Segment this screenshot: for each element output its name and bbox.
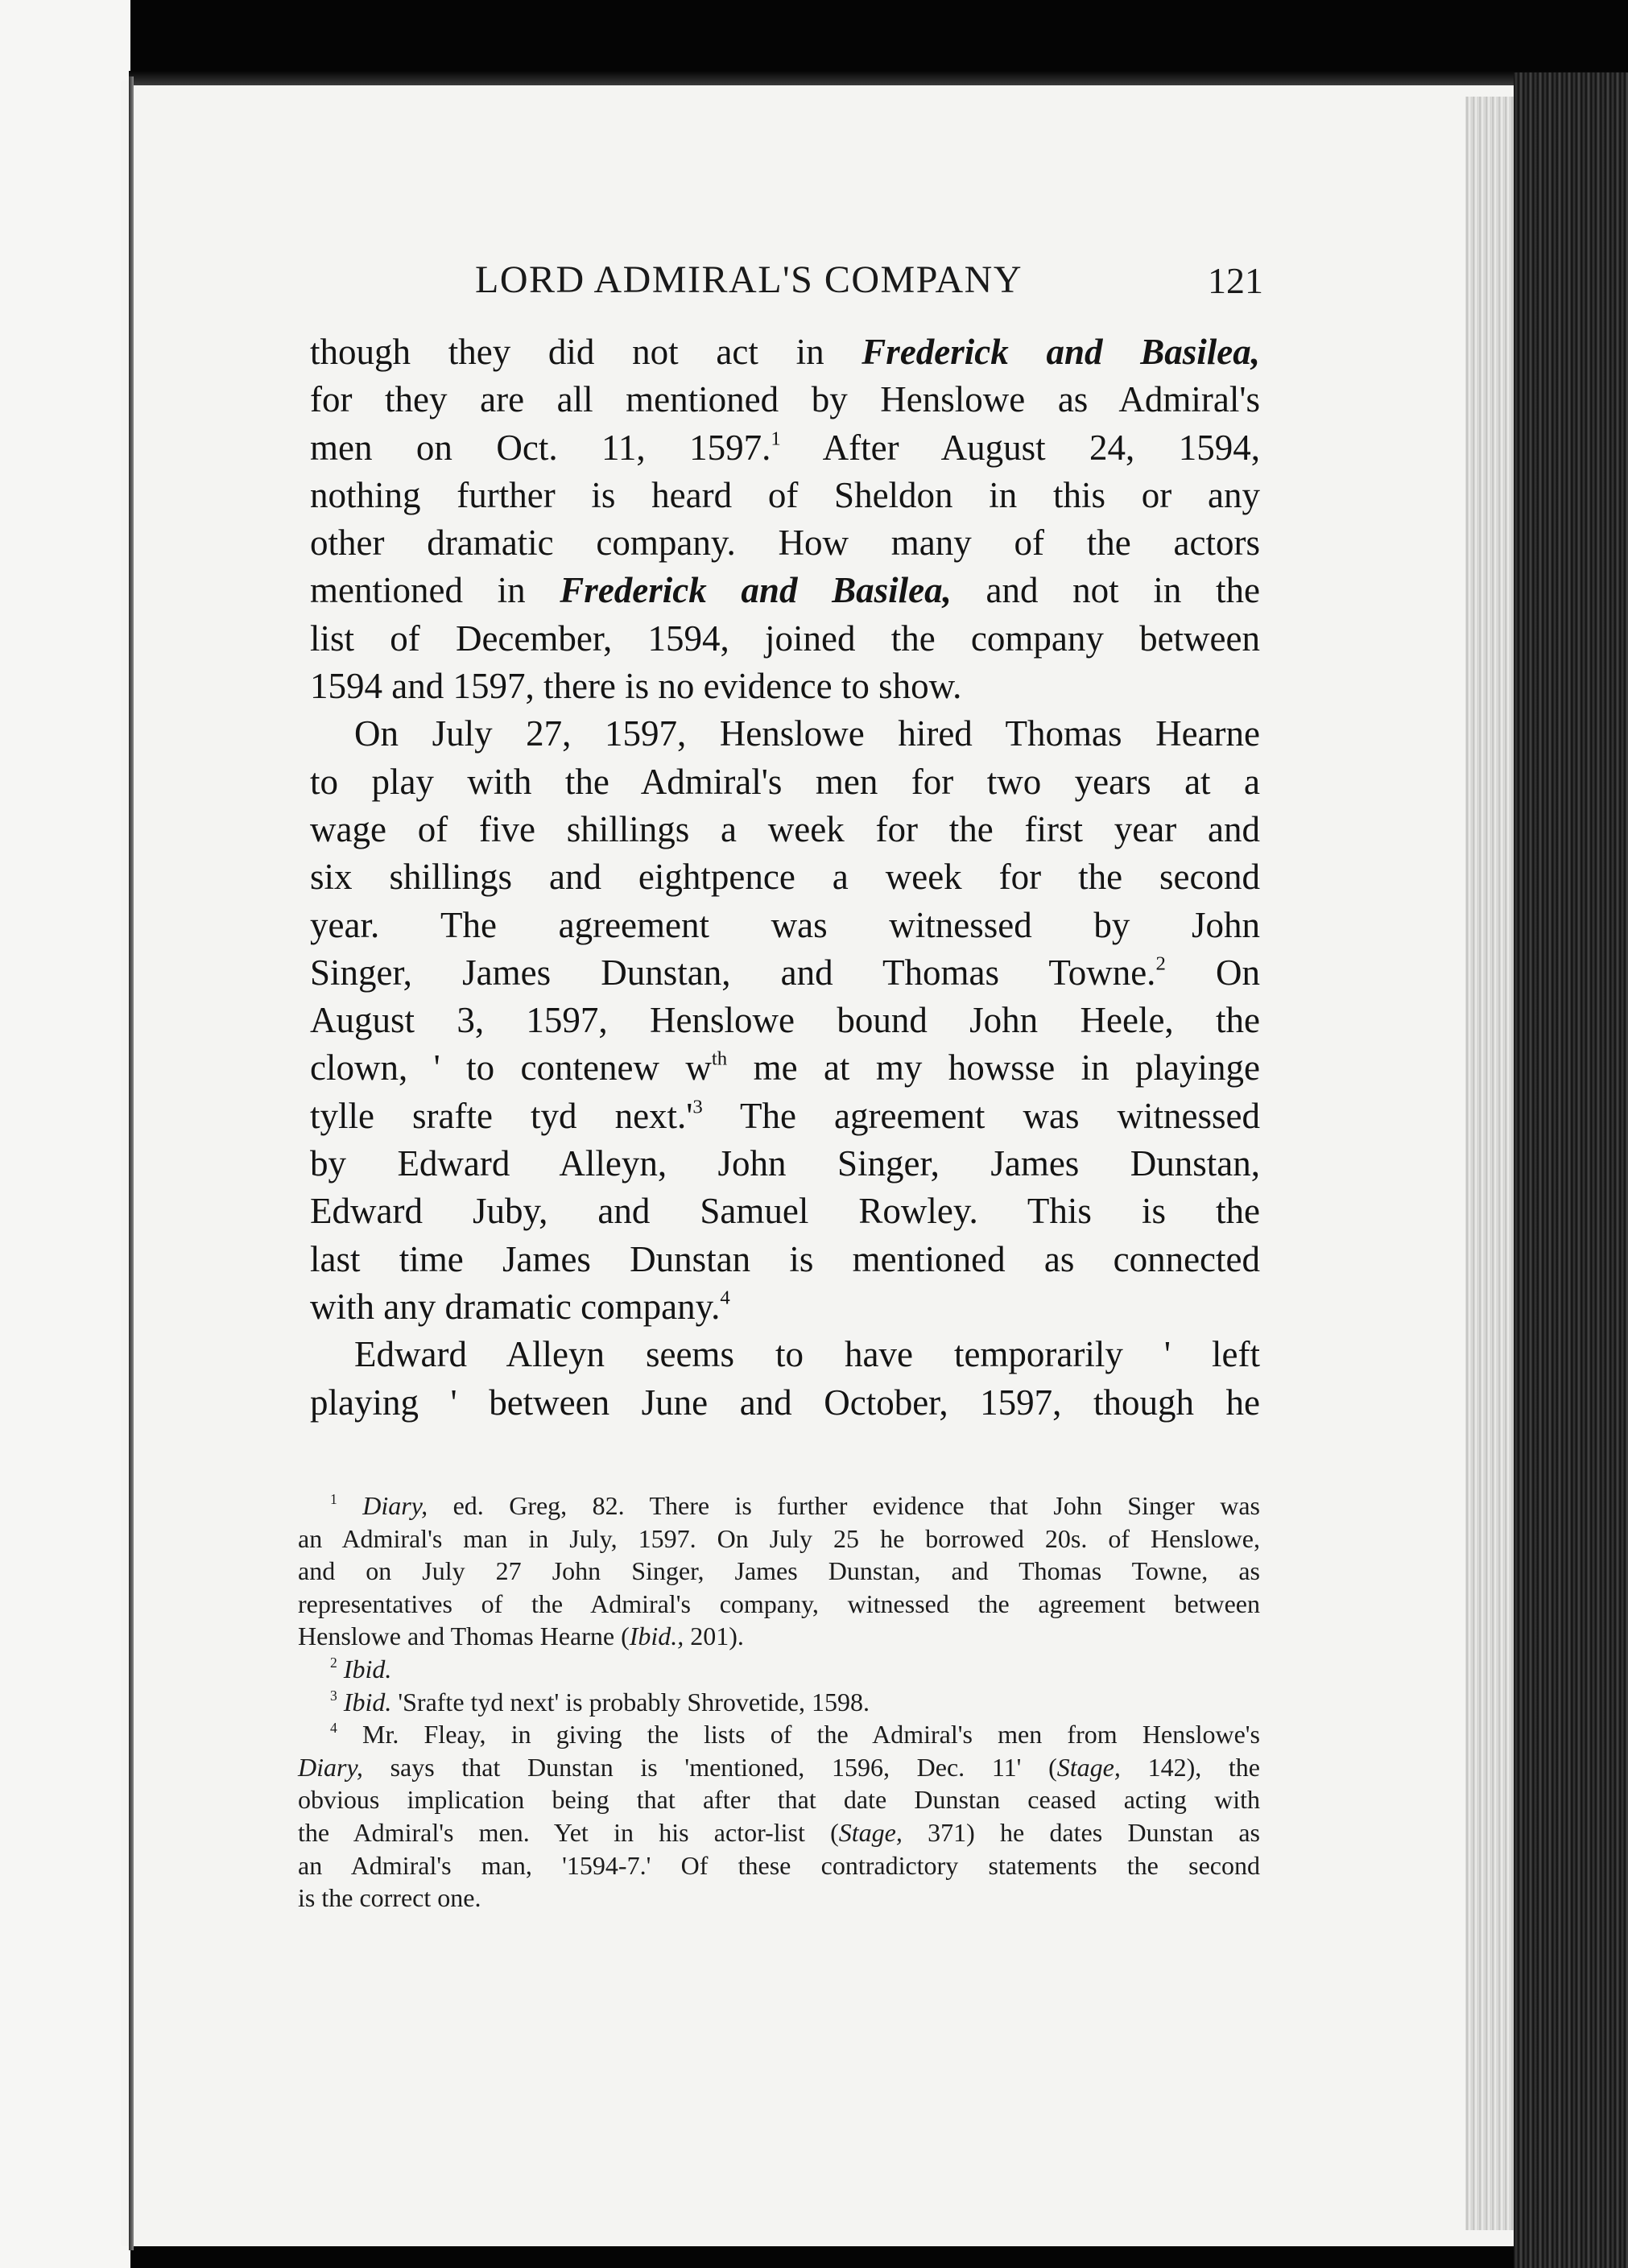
footnote-mark: 2 xyxy=(330,1654,337,1671)
body-line: mentioned in Frederick and Basilea, and not in the xyxy=(310,570,1260,611)
body-line: Edward Alleyn seems to have temporarily ' left xyxy=(354,1334,1260,1375)
body-line: men on Oct. 11, 1597.$^1$ After August 24, 1594, xyxy=(310,427,1260,468)
footnote-line: Diary, says that Dunstan is 'mentioned, 1596, Dec. 11' (Stage, 142), the xyxy=(298,1752,1261,1782)
footnote-line: $^2$ Ibid. xyxy=(330,1654,392,1683)
page-number: 121 xyxy=(1208,260,1263,301)
body-line: last time James Dunstan is mentioned as connected xyxy=(310,1238,1260,1279)
top-shadow xyxy=(129,71,1626,85)
running-title: LORD ADMIRAL'S COMPANY xyxy=(475,258,1023,301)
footnote-ref: 1 xyxy=(771,428,781,450)
body-line: August 3, 1597, Henslowe bound John Heele, the xyxy=(310,1000,1260,1041)
footnote-line: and on July 27 John Singer, James Dunstan, and Thomas Towne, as xyxy=(298,1556,1260,1586)
body-line: other dramatic company. How many of the actors xyxy=(310,523,1260,564)
body-line: list of December, 1594, joined the company between xyxy=(310,618,1260,659)
footnote-mark: 4 xyxy=(330,1719,337,1736)
body-line: wage of five shillings a week for the first year and xyxy=(310,808,1260,849)
body-line: year. The agreement was witnessed by John xyxy=(310,904,1260,945)
gutter-shadow xyxy=(129,76,134,2250)
footnote-line: Henslowe and Thomas Hearne (Ibid., 201). xyxy=(298,1621,744,1651)
body-line: 1594 and 1597, there is no evidence to show. xyxy=(310,666,962,707)
body-line: playing ' between June and October, 1597, though he xyxy=(310,1382,1260,1423)
footnote-line: is the correct one. xyxy=(298,1883,481,1913)
body-text xyxy=(310,328,1260,1427)
body-line: though they did not act in Frederick and Basilea, xyxy=(310,332,1260,372)
body-line: Edward Juby, and Samuel Rowley. This is the xyxy=(310,1191,1260,1232)
footnote-mark: 3 xyxy=(330,1687,337,1704)
body-line: by Edward Alleyn, John Singer, James Dunstan, xyxy=(310,1143,1260,1184)
footnote-line: an Admiral's man in July, 1597. On July 25 he borrowed 20s. of Henslowe, xyxy=(298,1523,1260,1553)
footnote-line: obvious implication being that after that date Dunstan ceased acting with xyxy=(298,1785,1260,1815)
footnote-ref: 3 xyxy=(692,1096,703,1118)
body-line: with any dramatic company.$^4$ xyxy=(310,1286,730,1327)
footnote-line: an Admiral's man, '1594-7.' Of these contradictory statements the second xyxy=(298,1850,1260,1880)
footnote-mark: 1 xyxy=(330,1490,337,1507)
left-margin xyxy=(0,0,130,2268)
body-line: On July 27, 1597, Henslowe hired Thomas Hearne xyxy=(354,713,1260,754)
footnote-line: $^4$ Mr. Fleay, in giving the lists of the Admiral's men from Henslowe's xyxy=(330,1719,1261,1750)
footnote-line: $^3$ Ibid. 'Srafte tyd next' is probably Shrovetide, 1598. xyxy=(330,1687,870,1716)
footnote-line: representatives of the Admiral's company, witnessed the agreement between xyxy=(298,1588,1260,1618)
body-line: nothing further is heard of Sheldon in this or any xyxy=(310,474,1260,515)
book-spine-edge xyxy=(1514,72,1628,2268)
footnote-line: the Admiral's men. Yet in his actor-list (Stage, 371) he dates Dunstan as xyxy=(298,1817,1261,1847)
footnote-line: $^1$ Diary, ed. Greg, 82. There is further evidence that John Singer was xyxy=(330,1490,1260,1520)
body-line: for they are all mentioned by Henslowe as Admiral's xyxy=(310,379,1260,420)
body-line: six shillings and eightpence a week for the second xyxy=(310,857,1260,898)
footnotes xyxy=(298,1489,1260,1915)
body-line: to play with the Admiral's men for two years at a xyxy=(310,761,1260,802)
body-line: clown, ' to contenew $w^{th}$ me at my howsse in playinge xyxy=(310,1047,1260,1089)
body-line: tylle srafte tyd $next.'^3$ The agreement was witnessed xyxy=(310,1095,1260,1136)
body-line: Singer, James Dunstan, and Thomas Towne.$^2$ On xyxy=(310,952,1260,993)
footnote-ref: 2 xyxy=(1155,952,1166,975)
footnote-ref: 4 xyxy=(720,1287,730,1309)
